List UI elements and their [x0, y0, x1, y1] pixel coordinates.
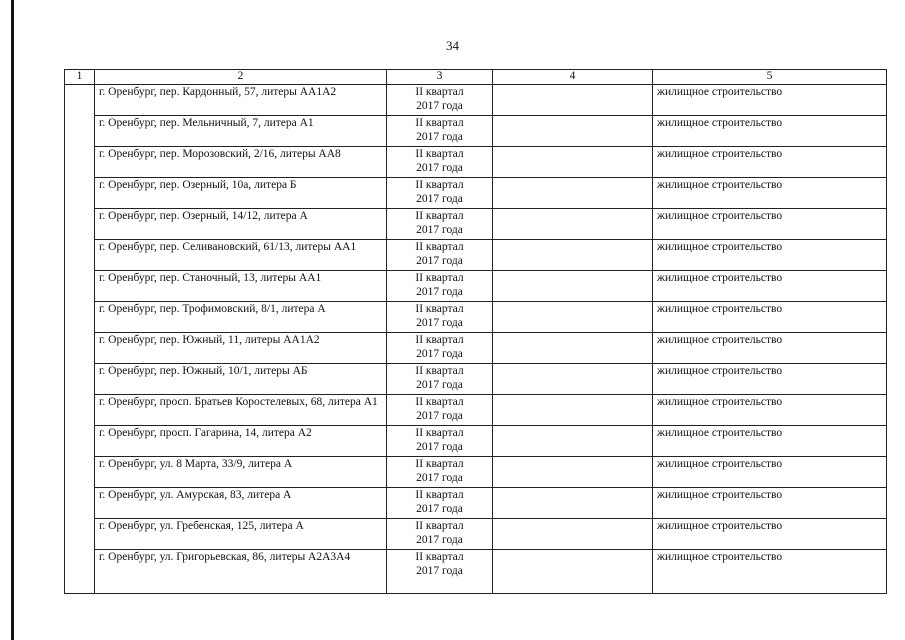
period-quarter: II квартал: [415, 86, 464, 98]
period-year: 2017 года: [416, 223, 463, 236]
address-cell: г. Оренбург, пер. Станочный, 13, литеры АА1: [95, 271, 387, 302]
period-year: 2017 года: [416, 254, 463, 267]
table-row: [65, 426, 887, 457]
column-4-cell: [493, 333, 653, 364]
period-year: 2017 года: [416, 533, 463, 546]
period-year: 2017 года: [416, 99, 463, 112]
column-4-cell: [493, 488, 653, 519]
table-row: [65, 85, 887, 116]
purpose-cell: жилищное строительство: [653, 271, 887, 302]
address-cell: г. Оренбург, пер. Мельничный, 7, литера А1: [95, 116, 387, 147]
column-4-cell: [493, 550, 653, 594]
table-row: [65, 488, 887, 519]
period-cell: [387, 457, 493, 488]
period-quarter: II квартал: [415, 334, 464, 346]
purpose-cell: жилищное строительство: [653, 116, 887, 147]
period-cell: [387, 209, 493, 240]
address-cell: г. Оренбург, пер. Селивановский, 61/13, литеры АА1: [95, 240, 387, 271]
address-cell: г. Оренбург, пер. Озерный, 10а, литера Б: [95, 178, 387, 209]
period-year: 2017 года: [416, 347, 463, 360]
column-4-cell: [493, 116, 653, 147]
column-4-cell: [493, 426, 653, 457]
address-cell: г. Оренбург, пер. Южный, 10/1, литеры АБ: [95, 364, 387, 395]
address-cell: г. Оренбург, просп. Братьев Коростелевых, 68, литера А1: [95, 395, 387, 426]
period-year: 2017 года: [416, 161, 463, 174]
document-table: [64, 69, 887, 594]
column-4-cell: [493, 302, 653, 333]
address-cell: г. Оренбург, пер. Озерный, 14/12, литера А: [95, 209, 387, 240]
period-cell: [387, 116, 493, 147]
period-year: 2017 года: [416, 502, 463, 515]
column-1-cell: [65, 85, 95, 594]
period-year: 2017 года: [416, 192, 463, 205]
period-quarter: II квартал: [415, 179, 464, 191]
period-quarter: II квартал: [415, 551, 464, 563]
period-cell: [387, 240, 493, 271]
purpose-cell: жилищное строительство: [653, 364, 887, 395]
table-row: [65, 271, 887, 302]
period-year: 2017 года: [416, 285, 463, 298]
column-4-cell: [493, 178, 653, 209]
period-cell: [387, 147, 493, 178]
purpose-cell: жилищное строительство: [653, 209, 887, 240]
purpose-cell: жилищное строительство: [653, 333, 887, 364]
purpose-cell: жилищное строительство: [653, 426, 887, 457]
table-row: [65, 240, 887, 271]
purpose-cell: жилищное строительство: [653, 302, 887, 333]
period-year: 2017 года: [416, 316, 463, 329]
address-cell: г. Оренбург, ул. Григорьевская, 86, литеры А2А3А4: [95, 550, 387, 594]
table-row: [65, 333, 887, 364]
period-cell: [387, 333, 493, 364]
period-quarter: II квартал: [415, 241, 464, 253]
column-header: 4: [493, 70, 653, 85]
address-cell: г. Оренбург, пер. Кардонный, 57, литеры АА1А2: [95, 85, 387, 116]
column-4-cell: [493, 147, 653, 178]
table-row: [65, 395, 887, 426]
column-4-cell: [493, 240, 653, 271]
address-cell: г. Оренбург, просп. Гагарина, 14, литера А2: [95, 426, 387, 457]
table-row: [65, 116, 887, 147]
address-cell: г. Оренбург, пер. Трофимовский, 8/1, литера А: [95, 302, 387, 333]
column-4-cell: [493, 519, 653, 550]
period-year: 2017 года: [416, 440, 463, 453]
period-year: 2017 года: [416, 471, 463, 484]
column-4-cell: [493, 85, 653, 116]
table-row: [65, 178, 887, 209]
address-cell: г. Оренбург, ул. Гребенская, 125, литера А: [95, 519, 387, 550]
period-cell: [387, 488, 493, 519]
table-row: [65, 209, 887, 240]
period-year: 2017 года: [416, 564, 463, 577]
period-quarter: II квартал: [415, 210, 464, 222]
table-row: [65, 457, 887, 488]
purpose-cell: жилищное строительство: [653, 85, 887, 116]
table-row: [65, 302, 887, 333]
period-quarter: II квартал: [415, 396, 464, 408]
period-quarter: II квартал: [415, 520, 464, 532]
column-header: 2: [95, 70, 387, 85]
column-4-cell: [493, 271, 653, 302]
period-cell: [387, 550, 493, 594]
period-cell: [387, 85, 493, 116]
address-cell: г. Оренбург, пер. Южный, 11, литеры АА1А2: [95, 333, 387, 364]
column-4-cell: [493, 395, 653, 426]
address-cell: г. Оренбург, ул. 8 Марта, 33/9, литера А: [95, 457, 387, 488]
period-quarter: II квартал: [415, 117, 464, 129]
purpose-cell: жилищное строительство: [653, 519, 887, 550]
period-year: 2017 года: [416, 378, 463, 391]
page-number: 34: [446, 38, 459, 53]
period-quarter: II квартал: [415, 458, 464, 470]
column-header: 3: [387, 70, 493, 85]
period-quarter: II квартал: [415, 272, 464, 284]
period-quarter: II квартал: [415, 148, 464, 160]
period-cell: [387, 271, 493, 302]
purpose-cell: жилищное строительство: [653, 395, 887, 426]
table-row: [65, 550, 887, 594]
table-row: [65, 364, 887, 395]
address-cell: г. Оренбург, пер. Морозовский, 2/16, литеры АА8: [95, 147, 387, 178]
column-header: 1: [65, 70, 95, 85]
column-4-cell: [493, 364, 653, 395]
period-cell: [387, 395, 493, 426]
period-cell: [387, 178, 493, 209]
period-cell: [387, 519, 493, 550]
table-row: [65, 147, 887, 178]
purpose-cell: жилищное строительство: [653, 147, 887, 178]
purpose-cell: жилищное строительство: [653, 550, 887, 594]
column-4-cell: [493, 209, 653, 240]
period-quarter: II квартал: [415, 427, 464, 439]
period-cell: [387, 426, 493, 457]
purpose-cell: жилищное строительство: [653, 488, 887, 519]
purpose-cell: жилищное строительство: [653, 457, 887, 488]
period-quarter: II квартал: [415, 303, 464, 315]
period-cell: [387, 364, 493, 395]
period-cell: [387, 302, 493, 333]
page-edge-bar: [11, 0, 14, 640]
purpose-cell: жилищное строительство: [653, 178, 887, 209]
table-header-row: [65, 70, 887, 85]
period-year: 2017 года: [416, 130, 463, 143]
period-quarter: II квартал: [415, 365, 464, 377]
period-year: 2017 года: [416, 409, 463, 422]
address-cell: г. Оренбург, ул. Амурская, 83, литера А: [95, 488, 387, 519]
period-quarter: II квартал: [415, 489, 464, 501]
purpose-cell: жилищное строительство: [653, 240, 887, 271]
table-row: [65, 519, 887, 550]
column-header: 5: [653, 70, 887, 85]
column-4-cell: [493, 457, 653, 488]
